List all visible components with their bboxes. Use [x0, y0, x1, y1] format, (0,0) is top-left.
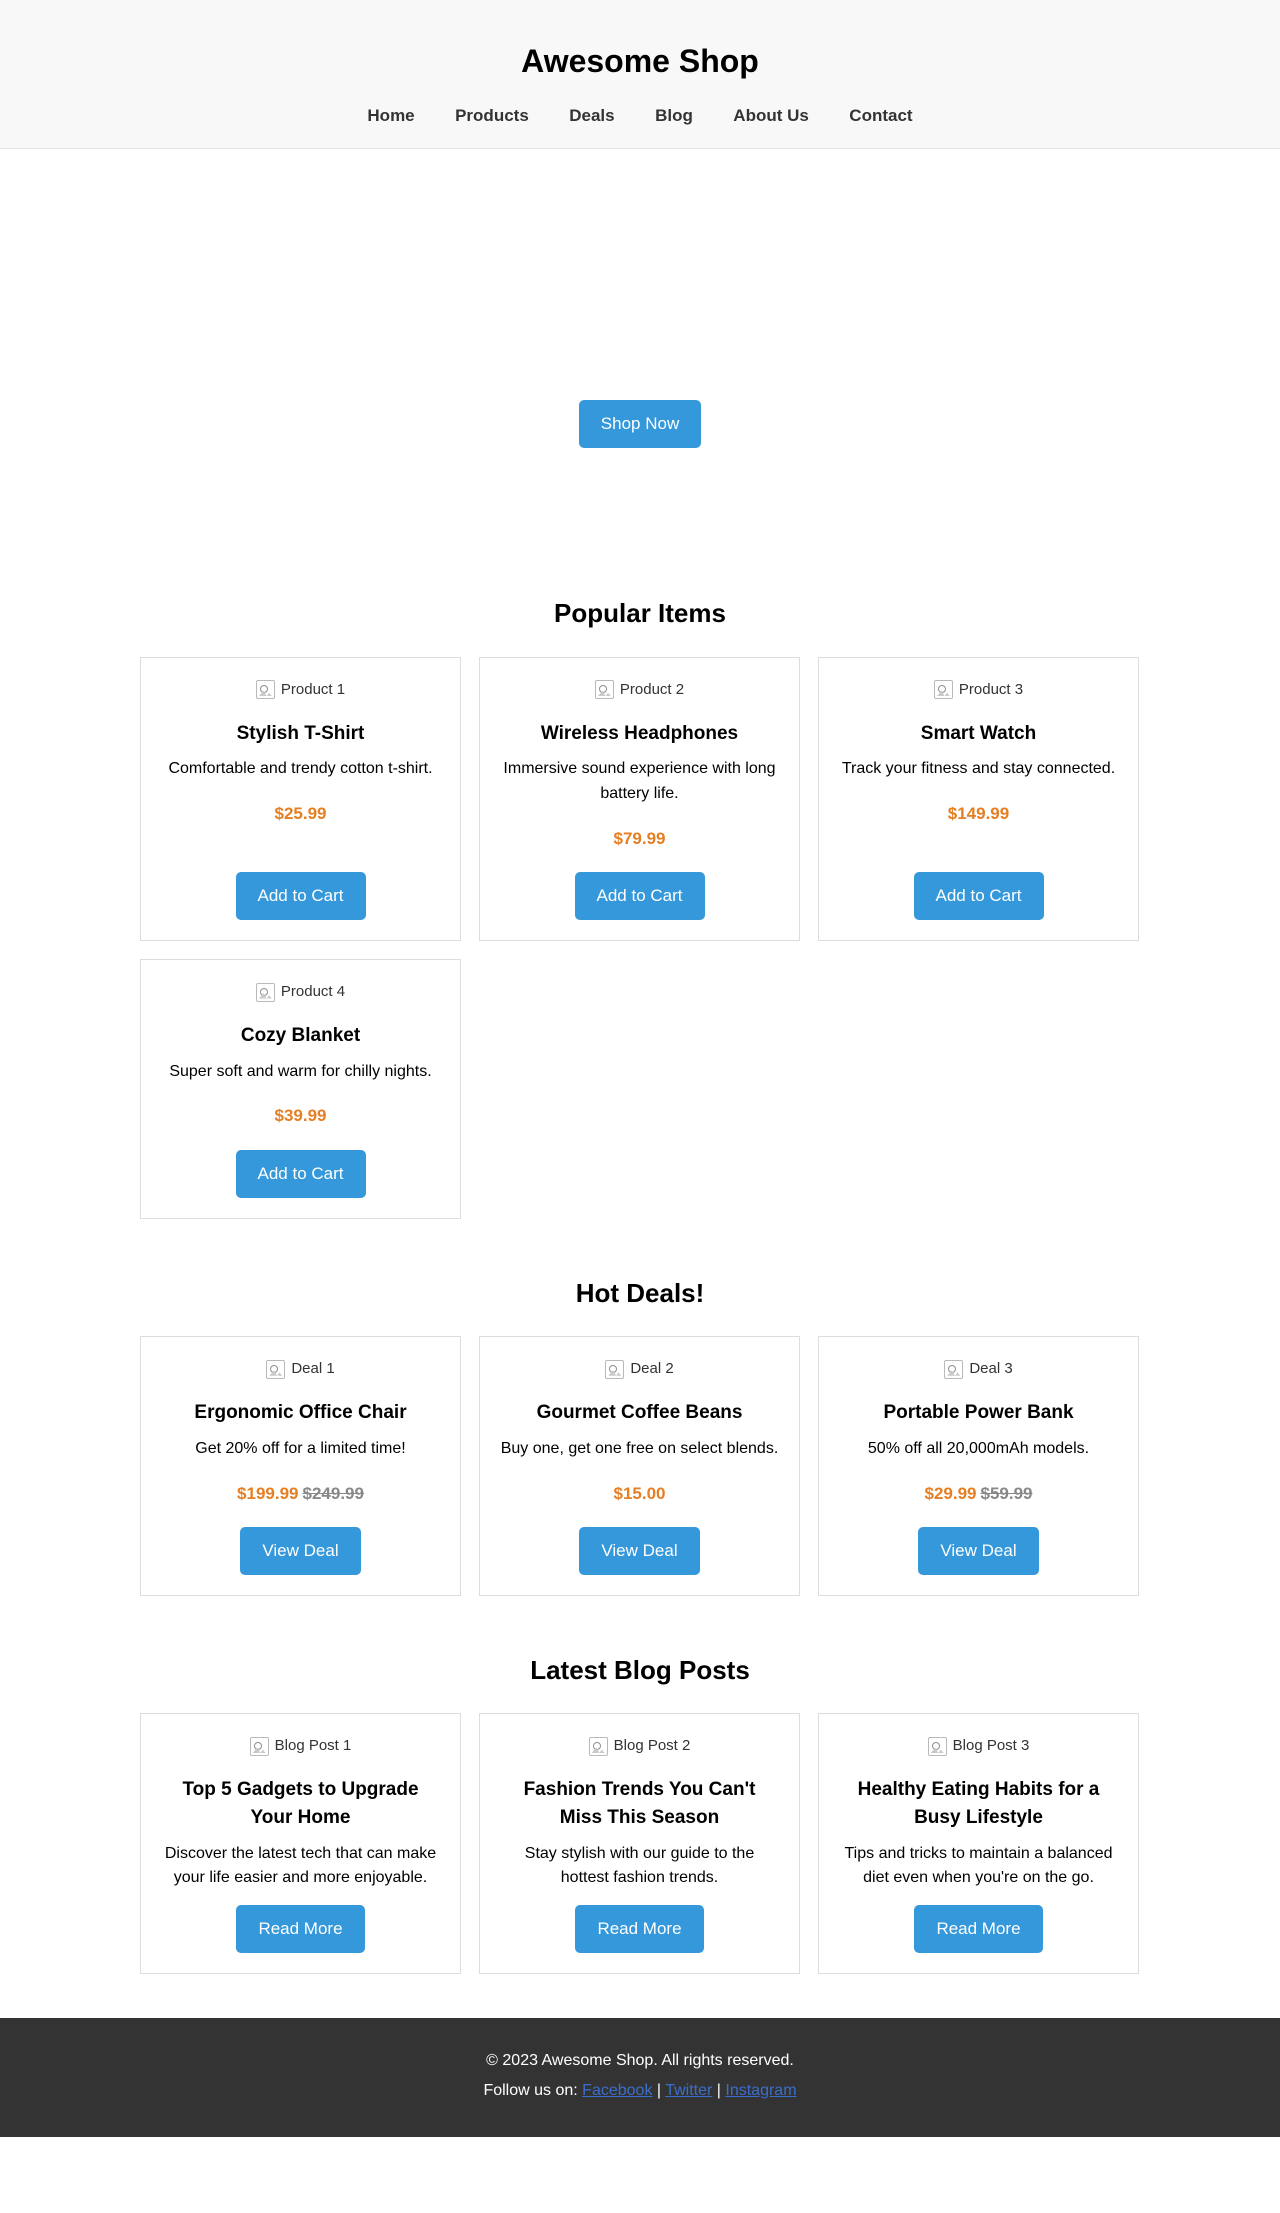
- product-name: Wireless Headphones: [540, 722, 739, 744]
- blog-section-title: Latest Blog Posts: [530, 1654, 750, 1685]
- hero-banner: [0, 149, 1280, 549]
- price-current: $79.99: [613, 828, 666, 848]
- deal-image-alt: Deal 1: [291, 1360, 335, 1378]
- product-description: Immersive sound experience with long battery life.: [503, 760, 776, 802]
- product-image: [256, 980, 345, 1004]
- deal-image: [266, 1357, 334, 1381]
- blog-image-alt: Blog Post 3: [952, 1737, 1030, 1755]
- broken-image-icon: [605, 1360, 624, 1379]
- product-image: [934, 678, 1023, 702]
- nav-item-about-us[interactable]: About Us: [733, 106, 809, 126]
- price-original: $59.99: [980, 1483, 1033, 1503]
- deal-image: [944, 1357, 1012, 1381]
- site-footer: [0, 2018, 1280, 2137]
- product-card: [140, 657, 461, 941]
- blog-excerpt: Stay stylish with our guide to the hottest fashion trends.: [524, 1844, 755, 1887]
- product-card: [479, 657, 800, 941]
- product-image-alt: Product 1: [280, 680, 346, 698]
- product-card: [818, 657, 1139, 941]
- blog-excerpt: Tips and tricks to maintain a balanced diet even when you're on the go.: [844, 1844, 1113, 1887]
- nav-item-contact[interactable]: Contact: [849, 106, 913, 126]
- blog-excerpt: Discover the latest tech that can make your life easier and more enjoyable.: [164, 1844, 437, 1887]
- deals-section-title: Hot Deals!: [575, 1277, 705, 1308]
- deal-price: [237, 1480, 364, 1507]
- blog-card: [479, 1713, 800, 1974]
- products-section: [140, 549, 1140, 1229]
- product-card: [140, 959, 461, 1219]
- product-description: Track your fitness and stay connected.: [841, 760, 1116, 778]
- product-description: Super soft and warm for chilly nights.: [169, 1062, 432, 1080]
- blog-image-alt: Blog Post 1: [274, 1737, 352, 1755]
- products-grid: [140, 657, 1140, 1219]
- link-separator: |: [656, 2081, 662, 2099]
- broken-image-icon: [595, 680, 614, 699]
- blog-image: [928, 1734, 1030, 1758]
- broken-image-icon: [266, 1360, 285, 1379]
- view-deal-button[interactable]: View Deal: [240, 1527, 360, 1575]
- blog-grid: [140, 1713, 1140, 1974]
- deal-image-alt: Deal 3: [969, 1360, 1013, 1378]
- blog-image: [250, 1734, 352, 1758]
- blog-title: Healthy Eating Habits for a Busy Lifestyle: [857, 1779, 1100, 1828]
- deal-card: [479, 1336, 800, 1596]
- product-price: [614, 825, 666, 852]
- broken-image-icon: [928, 1737, 947, 1756]
- view-deal-button[interactable]: View Deal: [918, 1527, 1038, 1575]
- nav-item-products[interactable]: Products: [455, 106, 529, 126]
- twitter-link[interactable]: Twitter: [665, 2081, 713, 2099]
- add-to-cart-button[interactable]: Add to Cart: [236, 872, 366, 920]
- deal-description: Get 20% off for a limited time!: [195, 1439, 406, 1457]
- deal-name: Portable Power Bank: [883, 1402, 1074, 1424]
- deals-grid: [140, 1336, 1140, 1596]
- shop-now-button[interactable]: Shop Now: [579, 400, 701, 448]
- deal-card: [818, 1336, 1139, 1596]
- product-name: Smart Watch: [920, 722, 1037, 744]
- link-separator: |: [716, 2081, 721, 2099]
- broken-image-icon: [256, 983, 275, 1002]
- facebook-link[interactable]: Facebook: [582, 2081, 653, 2099]
- product-image-alt: Product 4: [280, 983, 346, 1000]
- product-image-alt: Product 3: [958, 680, 1024, 698]
- product-description: Comfortable and trendy cotton t-shirt.: [168, 760, 433, 778]
- broken-image-icon: [250, 1737, 269, 1756]
- blog-image: [589, 1734, 691, 1758]
- price-current: $15.00: [613, 1483, 666, 1503]
- price-original: $249.99: [302, 1483, 364, 1503]
- read-more-button[interactable]: Read More: [236, 1905, 364, 1953]
- price-current: $199.99: [237, 1483, 299, 1503]
- add-to-cart-button[interactable]: Add to Cart: [575, 872, 705, 920]
- deals-section: [140, 1229, 1140, 1606]
- product-image: [595, 678, 684, 702]
- blog-card: [140, 1713, 461, 1974]
- add-to-cart-button[interactable]: Add to Cart: [236, 1150, 366, 1198]
- broken-image-icon: [589, 1737, 608, 1756]
- instagram-link[interactable]: Instagram: [725, 2081, 797, 2099]
- product-name: Stylish T-Shirt: [236, 722, 365, 744]
- view-deal-button[interactable]: View Deal: [579, 1527, 699, 1575]
- blog-title: Top 5 Gadgets to Upgrade Your Home: [182, 1779, 419, 1828]
- hero-subheading: Find the best products at unbeatable prices.: [445, 332, 835, 355]
- social-links-row: [0, 2078, 1280, 2104]
- deal-price: [614, 1480, 666, 1507]
- hero-heading: Welcome to Awesome Shop: [374, 259, 906, 304]
- broken-image-icon: [934, 680, 953, 699]
- nav-item-blog[interactable]: Blog: [655, 106, 693, 126]
- deal-image-alt: Deal 2: [630, 1360, 674, 1378]
- follow-us-label: Follow us on:: [483, 2081, 578, 2099]
- broken-image-icon: [944, 1360, 963, 1379]
- deal-price: [925, 1480, 1033, 1507]
- price-current: $25.99: [274, 803, 327, 823]
- page-title: Awesome Shop: [521, 43, 759, 79]
- nav-item-deals[interactable]: Deals: [569, 106, 615, 126]
- deal-name: Gourmet Coffee Beans: [536, 1402, 743, 1424]
- product-image: [256, 678, 345, 702]
- blog-title: Fashion Trends You Can't Miss This Season: [523, 1779, 756, 1828]
- product-image-alt: Product 2: [619, 680, 685, 698]
- product-name: Cozy Blanket: [240, 1025, 361, 1046]
- site-header: [0, 0, 1280, 149]
- read-more-button[interactable]: Read More: [914, 1905, 1042, 1953]
- deal-card: [140, 1336, 461, 1596]
- blog-card: [818, 1713, 1139, 1974]
- copyright-text: © 2023 Awesome Shop. All rights reserved.: [486, 2052, 794, 2070]
- products-section-title: Popular Items: [554, 597, 726, 628]
- blog-image-alt: Blog Post 2: [613, 1737, 691, 1755]
- price-current: $149.99: [947, 803, 1010, 823]
- blog-section: [140, 1606, 1140, 1984]
- broken-image-icon: [256, 680, 275, 699]
- deal-name: Ergonomic Office Chair: [194, 1402, 407, 1424]
- deal-description: Buy one, get one free on select blends.: [500, 1439, 779, 1457]
- price-current: $29.99: [924, 1483, 977, 1503]
- read-more-button[interactable]: Read More: [575, 1905, 703, 1953]
- nav-item-home[interactable]: Home: [367, 106, 415, 126]
- main-navigation: [0, 102, 1280, 148]
- product-price: [948, 800, 1009, 827]
- price-current: $39.99: [274, 1106, 327, 1126]
- deal-image: [605, 1357, 673, 1381]
- deal-description: 50% off all 20,000mAh models.: [867, 1439, 1090, 1457]
- product-price: [275, 1102, 327, 1129]
- add-to-cart-button[interactable]: Add to Cart: [914, 872, 1044, 920]
- product-price: [275, 800, 327, 827]
